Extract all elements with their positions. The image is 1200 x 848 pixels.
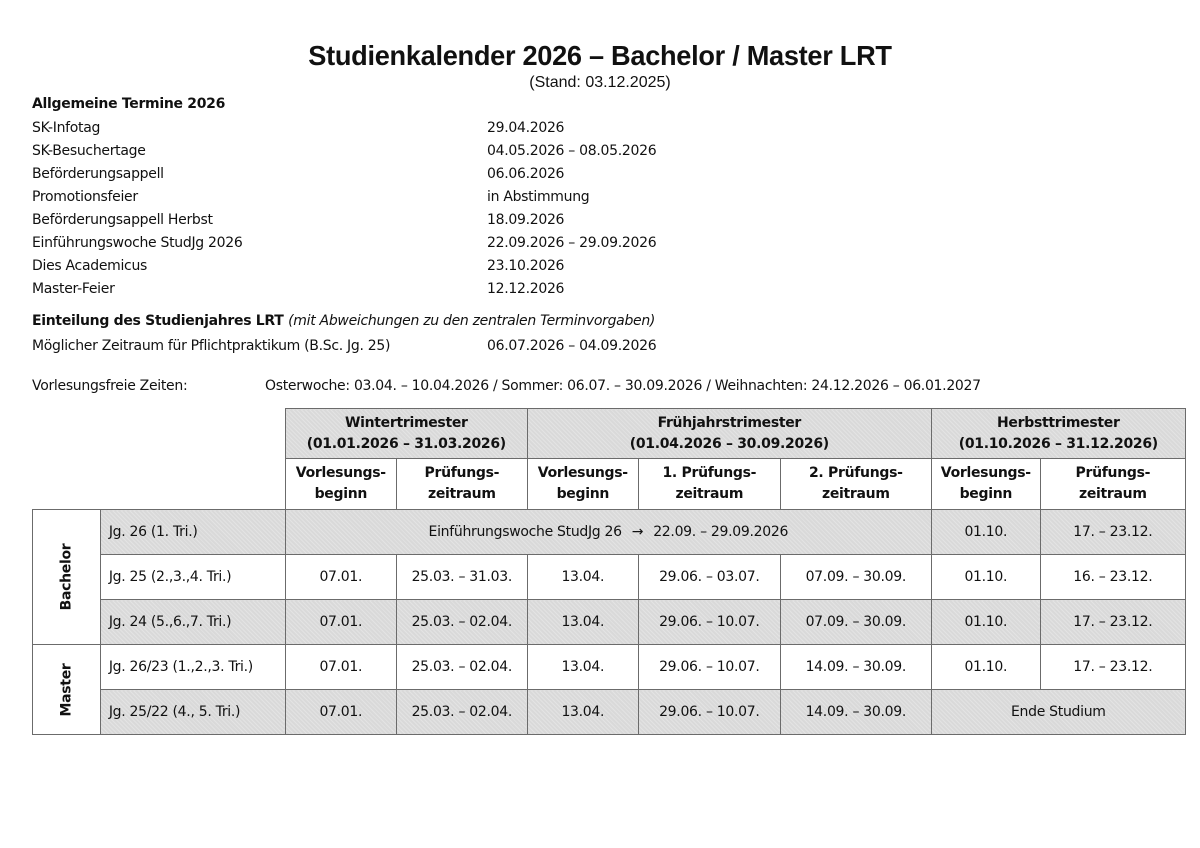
internship-row <box>32 338 732 360</box>
revision-date: (Stand: 03.12.2025) <box>529 74 671 91</box>
cohort-label: Jg. 24 (5.,6.,7. Tri.) <box>100 600 285 645</box>
table-cell: 29.06. – 10.07. <box>638 690 780 735</box>
table-cell: 01.10. <box>931 600 1040 645</box>
table-cell: 25.03. – 02.04. <box>396 690 527 735</box>
study-year-note: (mit Abweichungen zu den zentralen Terminvorgaben) <box>288 313 656 329</box>
internship-date: 06.07.2026 – 04.09.2026 <box>487 338 657 354</box>
column-header: Prüfungs- zeitraum <box>396 459 527 510</box>
column-header: Vorlesungs- beginn <box>931 459 1040 510</box>
table-cell: 01.10. <box>931 510 1040 555</box>
event-date: 04.05.2026 – 08.05.2026 <box>487 143 657 159</box>
cohort-label: Jg. 26 (1. Tri.) <box>100 510 285 555</box>
event-date: 22.09.2026 – 29.09.2026 <box>487 235 657 251</box>
table-cell: 17. – 23.12. <box>1040 645 1185 690</box>
cohort-label: Jg. 25/22 (4., 5. Tri.) <box>100 690 285 735</box>
table-cell: 16. – 23.12. <box>1040 555 1185 600</box>
table-row <box>33 555 1186 600</box>
event-label: Master-Feier <box>32 281 115 297</box>
table-row <box>33 600 1186 645</box>
table-cell: 13.04. <box>527 645 638 690</box>
table-cell: 14.09. – 30.09. <box>780 690 931 735</box>
general-date-row <box>32 212 732 234</box>
table-cell: 13.04. <box>527 600 638 645</box>
table-cell: 29.06. – 03.07. <box>638 555 780 600</box>
group-label-bachelor: Bachelor <box>33 510 101 645</box>
table-row <box>33 690 1186 735</box>
column-header: Vorlesungs- beginn <box>527 459 638 510</box>
table-row <box>33 510 1186 555</box>
trimester-header-autumn: Herbsttrimester (01.10.2026 – 31.12.2026) <box>931 409 1185 459</box>
study-calendar-table <box>32 408 1186 735</box>
table-row <box>33 645 1186 690</box>
intro-week-text: Einführungswoche StudJg 26 <box>428 524 622 540</box>
event-date: 23.10.2026 <box>487 258 565 274</box>
general-date-row <box>32 120 732 142</box>
event-label: SK-Besuchertage <box>32 143 146 159</box>
column-header: Vorlesungs- beginn <box>285 459 396 510</box>
lecture-free-periods: Osterwoche: 03.04. – 10.04.2026 / Sommer: 06.07. – 30.09.2026 / Weihnachten: 24.12.2026 – 06.01.2027 <box>265 378 981 394</box>
event-date: 06.06.2026 <box>487 166 565 182</box>
table-cell: 25.03. – 02.04. <box>396 645 527 690</box>
event-label: Beförderungsappell <box>32 166 164 182</box>
cohort-label: Jg. 25 (2.,3.,4. Tri.) <box>100 555 285 600</box>
table-cell: 17. – 23.12. <box>1040 600 1185 645</box>
column-header: 1. Prüfungs- zeitraum <box>638 459 780 510</box>
event-label: Promotionsfeier <box>32 189 138 205</box>
trimester-header-winter: Wintertrimester (01.01.2026 – 31.03.2026) <box>285 409 527 459</box>
column-header-row <box>33 459 1186 510</box>
page-title: Studienkalender 2026 – Bachelor / Master LRT <box>308 40 892 71</box>
table-cell: 29.06. – 10.07. <box>638 600 780 645</box>
general-date-row <box>32 281 732 303</box>
table-cell: 01.10. <box>931 645 1040 690</box>
lecture-free-label: Vorlesungsfreie Zeiten: <box>32 378 188 394</box>
table-cell: 07.01. <box>285 690 396 735</box>
arrow-right-icon: → <box>631 524 644 540</box>
general-date-row <box>32 166 732 188</box>
table-cell: 07.01. <box>285 645 396 690</box>
general-date-row <box>32 189 732 211</box>
table-cell: 25.03. – 02.04. <box>396 600 527 645</box>
table-cell: 07.09. – 30.09. <box>780 555 931 600</box>
internship-label: Möglicher Zeitraum für Pflichtpraktikum (B.Sc. Jg. 25) <box>32 338 391 354</box>
intro-week-cell <box>285 510 931 555</box>
event-label: Beförderungsappell Herbst <box>32 212 213 228</box>
table-cell: 01.10. <box>931 555 1040 600</box>
column-header: Prüfungs- zeitraum <box>1040 459 1185 510</box>
trimester-header-spring: Frühjahrstrimester (01.04.2026 – 30.09.2026) <box>527 409 931 459</box>
table-cell: 13.04. <box>527 690 638 735</box>
table-cell: 13.04. <box>527 555 638 600</box>
study-year-heading-text: Einteilung des Studienjahres LRT <box>32 313 284 329</box>
study-year-heading <box>32 313 655 329</box>
table-cell: 17. – 23.12. <box>1040 510 1185 555</box>
group-label-master: Master <box>33 645 101 735</box>
table-cell: 14.09. – 30.09. <box>780 645 931 690</box>
general-dates-heading: Allgemeine Termine 2026 <box>32 96 226 112</box>
table-cell: 07.01. <box>285 600 396 645</box>
table-cell: 25.03. – 31.03. <box>396 555 527 600</box>
trimester-header-row <box>33 409 1186 459</box>
intro-week-date: 22.09. – 29.09.2026 <box>653 524 789 540</box>
end-of-study-cell: Ende Studium <box>931 690 1185 735</box>
cohort-label: Jg. 26/23 (1.,2.,3. Tri.) <box>100 645 285 690</box>
general-date-row <box>32 235 732 257</box>
column-header: 2. Prüfungs- zeitraum <box>780 459 931 510</box>
event-label: Dies Academicus <box>32 258 148 274</box>
event-date: 18.09.2026 <box>487 212 565 228</box>
event-label: Einführungswoche StudJg 2026 <box>32 235 243 251</box>
event-date: 29.04.2026 <box>487 120 565 136</box>
event-date: in Abstimmung <box>487 189 590 205</box>
table-cell: 29.06. – 10.07. <box>638 645 780 690</box>
table-cell: 07.01. <box>285 555 396 600</box>
table-cell: 07.09. – 30.09. <box>780 600 931 645</box>
event-date: 12.12.2026 <box>487 281 565 297</box>
general-date-row <box>32 143 732 165</box>
event-label: SK-Infotag <box>32 120 101 136</box>
general-date-row <box>32 258 732 280</box>
